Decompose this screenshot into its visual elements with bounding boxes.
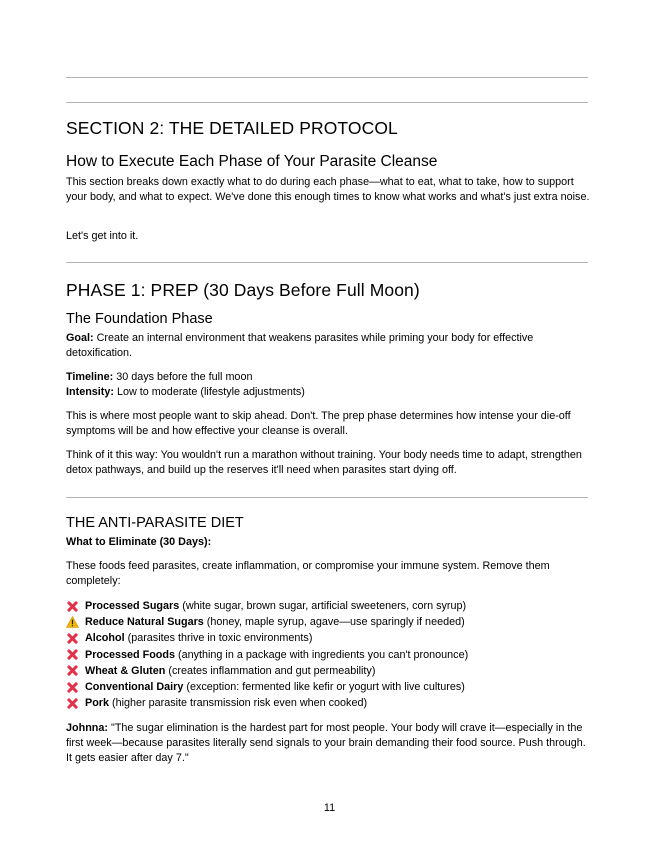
list-item xyxy=(66,598,590,614)
divider xyxy=(66,262,588,263)
phase-intensity xyxy=(66,385,590,400)
list-item xyxy=(66,679,590,695)
phase-subtitle: The Foundation Phase xyxy=(66,311,213,327)
item-detail: (honey, maple syrup, agave—use sparingly if needed) xyxy=(203,616,465,629)
list-item xyxy=(66,647,590,663)
page-number: 11 xyxy=(323,802,336,814)
johnna-quote xyxy=(66,721,590,766)
item-detail: (higher parasite transmission risk even when cooked) xyxy=(109,697,368,710)
eliminate-list xyxy=(66,598,590,711)
list-item xyxy=(66,630,590,646)
eliminate-heading xyxy=(66,535,590,550)
cross-mark-icon xyxy=(66,632,79,645)
item-label: Wheat & Gluten xyxy=(85,664,166,677)
item-detail: (parasites thrive in toxic environments) xyxy=(124,632,313,645)
phase-title: PHASE 1: PREP (30 Days Before Full Moon) xyxy=(66,280,420,300)
cross-mark-icon xyxy=(66,681,79,694)
cross-mark-icon xyxy=(66,648,79,661)
item-label: Alcohol xyxy=(85,632,125,645)
goal-label: Goal: xyxy=(66,332,94,344)
list-item xyxy=(66,663,590,679)
item-label: Pork xyxy=(85,697,110,710)
cross-mark-icon xyxy=(66,697,79,710)
eliminate-heading-text: What to Eliminate (30 Days): xyxy=(66,536,212,548)
warning-icon xyxy=(66,616,79,628)
diet-intro: These foods feed parasites, create inflammation, or compromise your immune system. Remove them completely: xyxy=(66,560,550,587)
quote-label: Johnna: xyxy=(66,722,108,734)
item-detail: (creates inflammation and gut permeability) xyxy=(165,664,376,677)
section-title: SECTION 2: THE DETAILED PROTOCOL xyxy=(66,118,398,138)
quote-text: "The sugar elimination is the hardest part for most people. Your body will crave it—especially in the first week—because parasites literally send signals to your brain demanding their food source. Push through. It gets easier after day 7." xyxy=(66,722,586,764)
item-detail: (exception: fermented like kefir or yogurt with live cultures) xyxy=(183,681,465,694)
cross-mark-icon xyxy=(66,664,79,677)
phase-paragraph: This is where most people want to skip ahead. Don't. The prep phase determines how intense your die-off symptoms will be and how effective your cleanse is overall. xyxy=(66,410,571,437)
divider xyxy=(66,77,588,78)
item-label: Reduce Natural Sugars xyxy=(85,616,204,629)
phase-goal xyxy=(66,331,590,361)
divider xyxy=(66,102,588,103)
section-subtitle: How to Execute Each Phase of Your Parasite Cleanse xyxy=(66,153,438,170)
item-detail: (white sugar, brown sugar, artificial sweeteners, corn syrup) xyxy=(179,600,467,612)
item-label: Processed Sugars xyxy=(85,600,180,612)
timeline-text: 30 days before the full moon xyxy=(113,371,253,383)
list-item xyxy=(66,614,590,630)
timeline-label: Timeline: xyxy=(66,371,114,383)
item-detail: (anything in a package with ingredients you can't pronounce) xyxy=(175,648,469,661)
divider xyxy=(66,497,588,498)
phase-timeline xyxy=(66,370,590,385)
list-item xyxy=(66,695,590,711)
intensity-text: Low to moderate (lifestyle adjustments) xyxy=(114,386,305,398)
section-intro: This section breaks down exactly what to do during each phase—what to eat, what to take, how to support your body, and what to expect. We've done this enough times to know what works and what's just extra noise. xyxy=(66,176,590,203)
phase-paragraph: Think of it this way: You wouldn't run a marathon without training. Your body needs time to adapt, strengthen detox pathways, and build up the reserves it'll need when parasites start dying off. xyxy=(66,449,582,476)
item-label: Conventional Dairy xyxy=(85,681,184,694)
diet-title: THE ANTI-PARASITE DIET xyxy=(66,515,244,531)
item-label: Processed Foods xyxy=(85,648,176,661)
goal-text: Create an internal environment that weakens parasites while priming your body for effective detoxification. xyxy=(66,332,534,359)
intensity-label: Intensity: xyxy=(66,386,114,398)
cross-mark-icon xyxy=(66,600,79,613)
section-lets-go: Let's get into it. xyxy=(66,230,139,242)
